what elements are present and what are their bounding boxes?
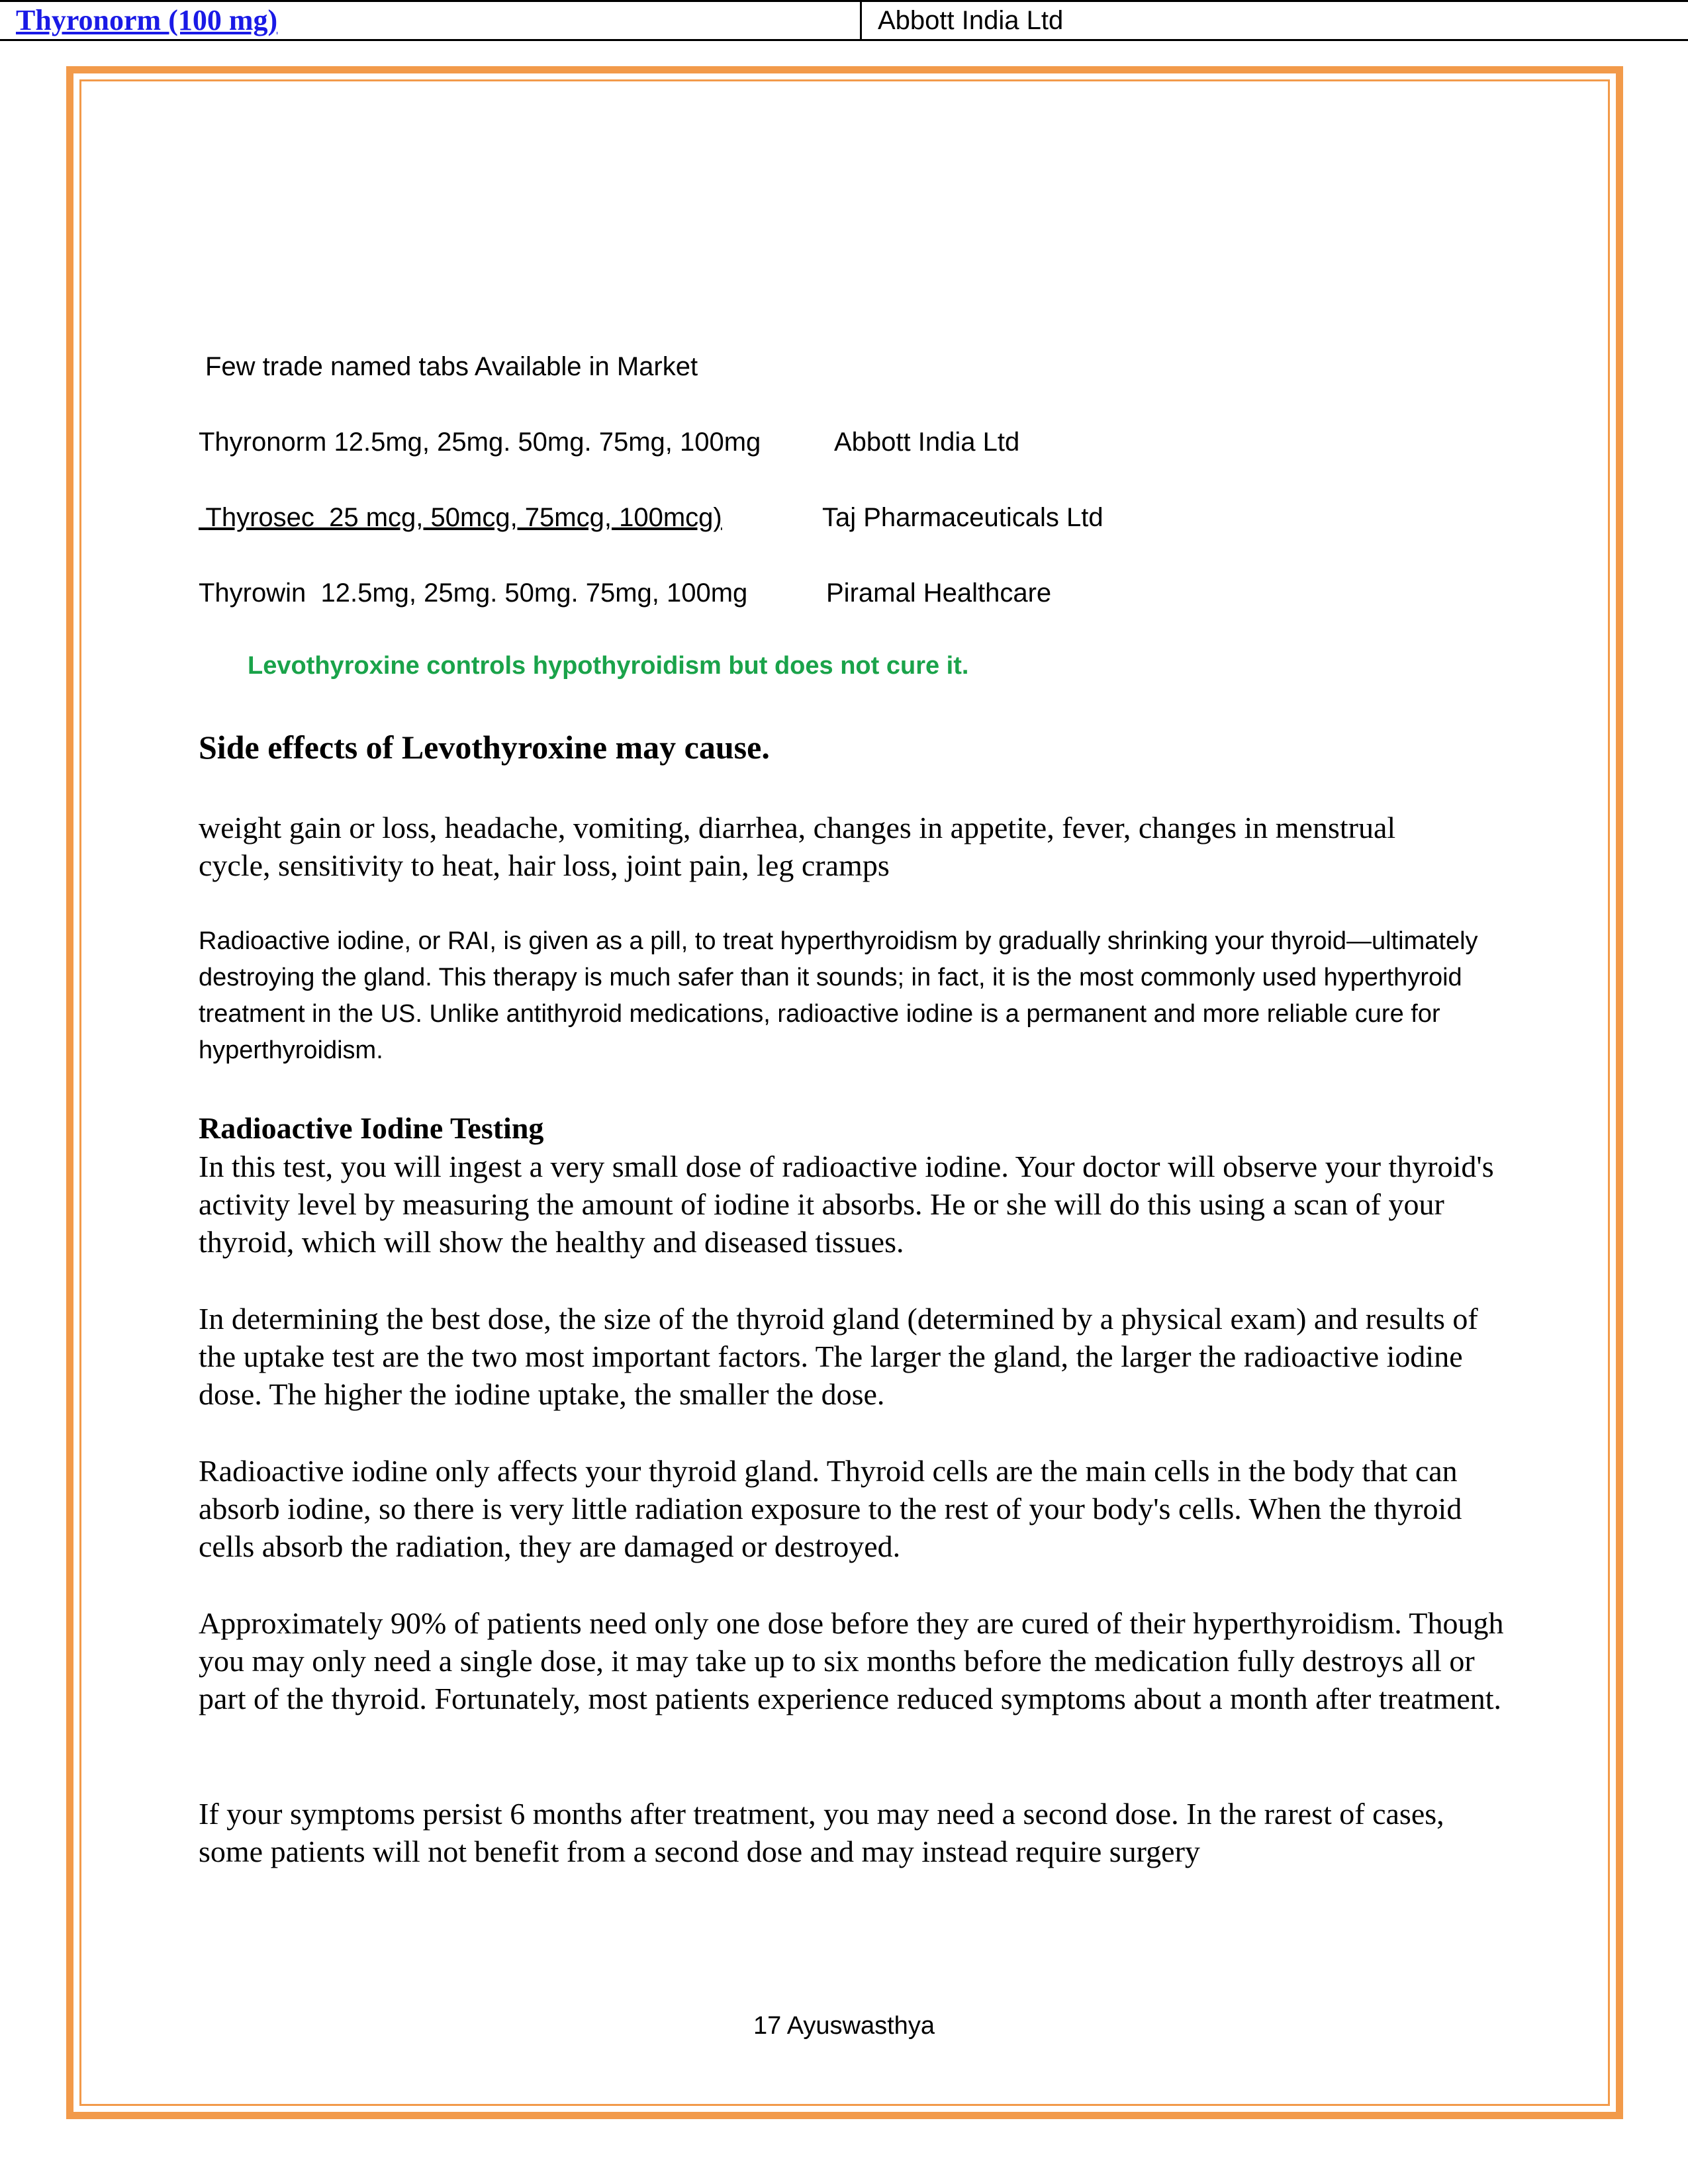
page-footer: 17 Ayuswasthya: [753, 2012, 935, 2040]
rai-paragraph: Radioactive iodine only affects your thyroid gland. Thyroid cells are the main cells in the body that can absorb iodine, so there is very little radiation exposure to the rest of your body's cells. When the thyroid cells absorb the radiation, they are damaged or destroyed.: [199, 1454, 1462, 1563]
side-effects-heading: Side effects of Levothyroxine may cause.: [199, 729, 770, 766]
side-effects-text: weight gain or loss, headache, vomiting, diarrhea, changes in appetite, fever, changes in menstrual cycle, sensitivity to heat, hair loss, joint pain, leg cramps: [199, 811, 1396, 882]
rai-paragraph: Approximately 90% of patients need only one dose before they are cured of their hyperthyroidism. Though you may only need a single dose, it may take up to six months before the medication fully destroys all or part of the thyroid. Fortunately, most patients experience reduced symptoms about a month after treatment.: [199, 1606, 1504, 1715]
rai-paragraph: In this test, you will ingest a very small dose of radioactive iodine. Your doctor will observe your thyroid's activity level by measuring the amount of iodine it absorbs. He or she will do this using a scan of your thyroid, which will show the healthy and diseased tissues.: [199, 1150, 1494, 1259]
brand-product: Thyrosec 25 mcg, 50mcg, 75mcg, 100mcg): [199, 503, 722, 532]
rai-paragraph: In determining the best dose, the size of the thyroid gland (determined by a physical exam) and results of the uptake test are the two most important factors. The larger the gland, the larger the radioactive iodine dose. The higher the iodine uptake, the smaller the dose.: [199, 1302, 1478, 1411]
header-cell-left: [0, 2, 862, 39]
brand-maker: Abbott India Ltd: [834, 428, 1020, 457]
header-table: [0, 0, 1688, 41]
rai-paragraph: If your symptoms persist 6 months after treatment, you may need a second dose. In the rarest of cases, some patients will not benefit from a second dose and may instead require surgery: [199, 1797, 1444, 1868]
brand-product: Thyronorm 12.5mg, 25mg. 50mg. 75mg, 100mg: [199, 428, 761, 457]
levothyroxine-note: Levothyroxine controls hypothyroidism but does not cure it.: [248, 652, 969, 680]
header-company: Abbott India Ltd: [878, 6, 1064, 35]
brand-maker: Taj Pharmaceuticals Ltd: [822, 503, 1103, 532]
rai-testing-heading: Radioactive Iodine Testing: [199, 1111, 544, 1145]
brand-product: Thyrowin 12.5mg, 25mg. 50mg. 75mg, 100mg: [199, 578, 748, 608]
brand-maker: Piramal Healthcare: [826, 578, 1052, 608]
market-heading: Few trade named tabs Available in Market: [205, 352, 698, 381]
rai-intro-paragraph: Radioactive iodine, or RAI, is given as a pill, to treat hyperthyroidism by gradually shrinking your thyroid—ultimately destroying the gland. This therapy is much safer than it sounds; in fact, it is the most commonly used hyperthyroid treatment in the US. Unlike antithyroid medications, radioactive iodine is a permanent and more reliable cure for hyperthyroidism.: [199, 927, 1478, 1064]
title-link[interactable]: Thyronorm (100 mg): [16, 4, 278, 36]
